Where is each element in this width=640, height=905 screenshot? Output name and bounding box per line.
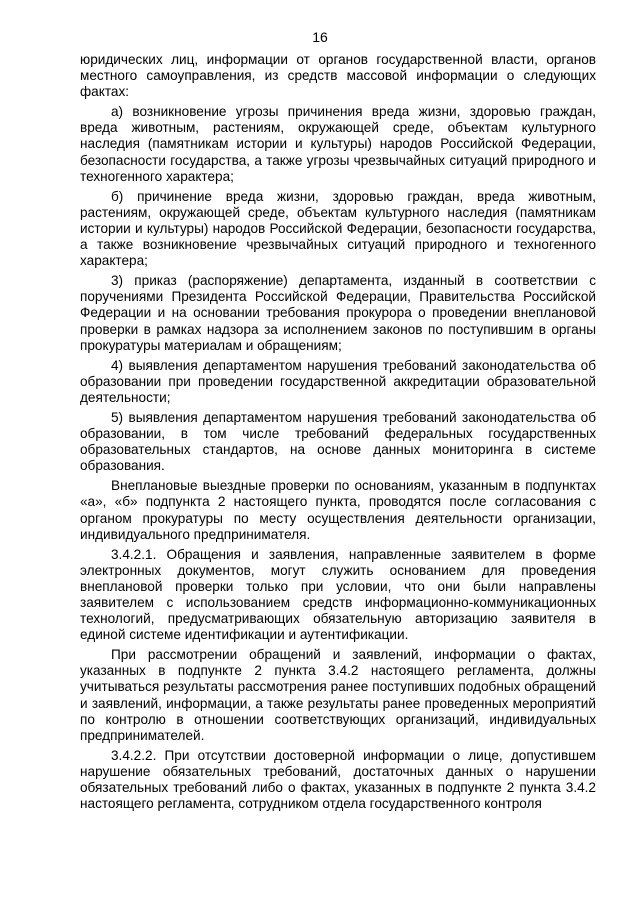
paragraph-item-4: 4) выявления департаментом нарушения требований законодательства об образовании при проведении государственной аккредитации образовательной деятельности;: [80, 357, 596, 405]
paragraph-item-5: 5) выявления департаментом нарушения требований законодательства об образовании, в том числе требований федеральных государственных образовательных стандартов, на основе данных мониторинга в системе образования.: [80, 409, 596, 474]
paragraph-unscheduled-inspections: Внеплановые выездные проверки по основаниям, указанным в подпунктах «а», «б» подпункта 2 настоящего пункта, проводятся после согласования с органом прокуратуры по месту осуществления деятельности организации, индивидуального предпринимателя.: [80, 478, 596, 542]
paragraph-item-a: а) возникновение угрозы причинения вреда жизни, здоровью граждан, вреда животным, растениям, окружающей среде, объектам культурного наследия (памятникам истории и культуры) народов Российской Федерации, безопасности государства, а также угрозы чрезвычайных ситуаций природного и техногенного характера;: [80, 104, 596, 184]
paragraph-continuation: юридических лиц, информации от органов государственной власти, органов местного самоуправления, из средств массовой информации о следующих фактах:: [80, 52, 596, 100]
page-number: 16: [312, 29, 328, 45]
paragraph-item-3: 3) приказ (распоряжение) департамента, изданный в соответствии с поручениями Президента Российской Федерации, Правительства Российской Федерации и на основании требования прокурора о проведении внеплановой проверки в рамках надзора за исполнением законов по поступившим в органы прокуратуры материалам и обращениям;: [80, 273, 596, 353]
paragraph-3-4-2-2: 3.4.2.2. При отсутствии достоверной информации о лице, допустившем нарушение обязательных требований, достаточных данных о нарушении обязательных требований либо о фактах, указанных в подпункте 2 пункта 3.4.2 настоящего регламента, сотрудником отдела государственного контроля: [80, 747, 596, 812]
paragraph-3-4-2-1: 3.4.2.1. Обращения и заявления, направленные заявителем в форме электронных документов, могут служить основанием для проведения внеплановой проверки только при условии, что они были направлены заявителем с использованием средств информационно-коммуникационных технологий, предусматривающих обязательную авторизацию заявителя в единой системе идентификации и аутентификации.: [80, 546, 596, 643]
paragraph-consideration-of-appeals: При рассмотрении обращений и заявлений, информации о фактах, указанных в подпункте 2 пункта 3.4.2 настоящего регламента, должны учитываться результаты рассмотрения ранее поступивших подобных обращений и заявлений, информации, а также результаты ранее проведенных мероприятий по контролю в отношении соответствующих организаций, индивидуальных предпринимателей.: [80, 647, 596, 743]
document-body: [80, 52, 596, 816]
paragraph-item-b: б) причинение вреда жизни, здоровью граждан, вреда животным, растениям, окружающей среде, объектам культурного наследия (памятникам истории и культуры) народов Российской Федерации, безопасности государства, а также возникновение чрезвычайных ситуаций природного и техногенного характера;: [80, 188, 596, 269]
